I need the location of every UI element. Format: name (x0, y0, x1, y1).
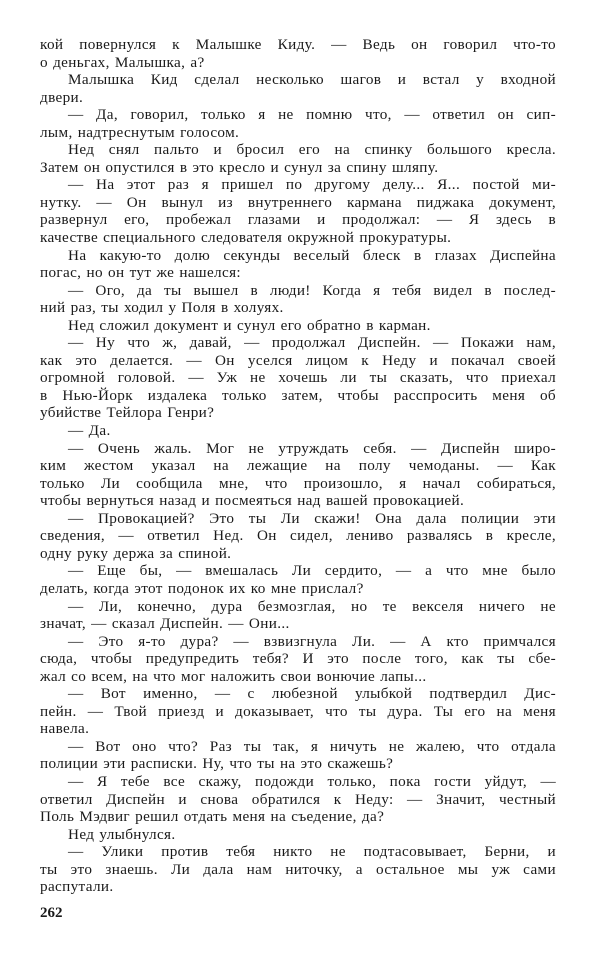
text-line: Нед снял пальто и бросил его на спинку большого кресла. (68, 141, 556, 159)
text-line: полиции эти расписки. Ну, что ты на это скажешь? (40, 755, 394, 773)
text-line: ний раз, ты ходил у Поля в холуях. (40, 299, 284, 317)
text-line: — Это я-то дура? — взвизгнула Ли. — А кто примчался (68, 632, 556, 650)
text-line: значат, — сказал Диспейн. — Они... (40, 615, 290, 633)
text-line: убийстве Тейлора Генри? (40, 404, 215, 422)
text-line: — Еще бы, — вмешалась Ли сердито, — а что мне было (68, 562, 556, 580)
text-line: нутку. — Он вынул из внутреннего кармана пиджака документ, (40, 193, 556, 211)
text-line: огромной головой. — Уж не хочешь ли ты сказать, что приехал (40, 369, 556, 387)
text-line: двери. (40, 88, 84, 106)
text-line: пейн. — Твой приезд и доказывает, что ты дура. Ты его на меня (40, 702, 556, 720)
text-line: в Нью-Йорк издалека только затем, чтобы расспросить меня об (40, 386, 556, 404)
text-line: — На этот раз я пришел по другому делу... Я... постой ми- (68, 176, 556, 194)
text-line: качестве специального следователя окружной прокуратуры. (40, 229, 452, 247)
text-line: — Ли, конечно, дура безмозглая, но те векселя ничего не (68, 597, 556, 615)
text-line: ты это знаешь. Ли дала нам ниточку, а остальное мы уж сами (40, 860, 556, 878)
text-line: жал со всем, на что мог наложить свои вонючие лапы... (40, 667, 427, 685)
text-line: — Вот именно, — с любезной улыбкой подтвердил Дис- (68, 685, 556, 703)
text-line: — Вот оно что? Раз ты так, я ничуть не жалею, что отдала (68, 737, 556, 755)
text-line: ответил Диспейн и снова обратился к Неду: — Значит, честный (40, 790, 556, 808)
text-line: — Ого, да ты вышел в люди! Когда я тебя видел в послед- (68, 281, 556, 299)
text-line: Малышка Кид сделал несколько шагов и встал у входной (68, 71, 556, 89)
text-line: — Да. (68, 422, 111, 440)
text-line: Поль Мэдвиг решил отдать меня на съедение, да? (40, 808, 385, 826)
text-line: одну руку держа за спиной. (40, 544, 232, 562)
body-text (40, 36, 556, 896)
text-line: — Улики против тебя никто не подтасовывает, Берни, и (68, 843, 556, 861)
text-line: ким жестом указал на лежащие на полу чемоданы. — Как (40, 457, 556, 475)
text-line: сюда, чтобы предупредить тебя? И это после того, как ты сбе- (40, 650, 556, 668)
text-line: чтобы вернуться назад и посмеяться над вашей провокацией. (40, 492, 465, 510)
text-line: только Ли сообщила мне, что произошло, я начал собираться, (40, 474, 556, 492)
text-line: — Ну что ж, давай, — продолжал Диспейн. — Покажи нам, (68, 334, 556, 352)
text-line: — Очень жаль. Мог не утруждать себя. — Диспейн широ- (68, 439, 556, 457)
text-line: Нед сложил документ и сунул его обратно в карман. (68, 316, 431, 334)
text-line: лым, надтреснутым голосом. (40, 123, 240, 141)
text-line: — Да, говорил, только я не помню что, — ответил он сип- (68, 106, 556, 124)
text-line: о деньгах, Малышка, а? (40, 53, 205, 71)
text-line: как это делается. — Он уселся лицом к Неду и покачал своей (40, 351, 556, 369)
text-line: навела. (40, 720, 90, 738)
text-line: Затем он опустился в это кресло и сунул за спину шляпу. (40, 158, 439, 176)
text-line: распутали. (40, 878, 114, 896)
text-line: развернул его, пробежал глазами и продолжал: — Я здесь в (40, 211, 556, 229)
text-line: На какую-то долю секунды веселый блеск в глазах Диспейна (68, 246, 556, 264)
text-line: Нед улыбнулся. (68, 825, 176, 843)
text-line: — Я тебе все скажу, подожди только, пока гости уйдут, — (68, 772, 556, 790)
text-line: погас, но он тут же нашелся: (40, 264, 241, 282)
text-line: сведения, — ответил Нед. Он сидел, лениво развалясь в кресле, (40, 527, 556, 545)
text-line: кой повернулся к Малышке Киду. — Ведь он говорил что-то (40, 36, 556, 53)
text-line: делать, когда этот подонок их ко мне прислал? (40, 579, 364, 597)
page-number: 262 (40, 905, 63, 921)
text-line: — Провокацией? Это ты Ли скажи! Она дала полиции эти (68, 509, 556, 527)
